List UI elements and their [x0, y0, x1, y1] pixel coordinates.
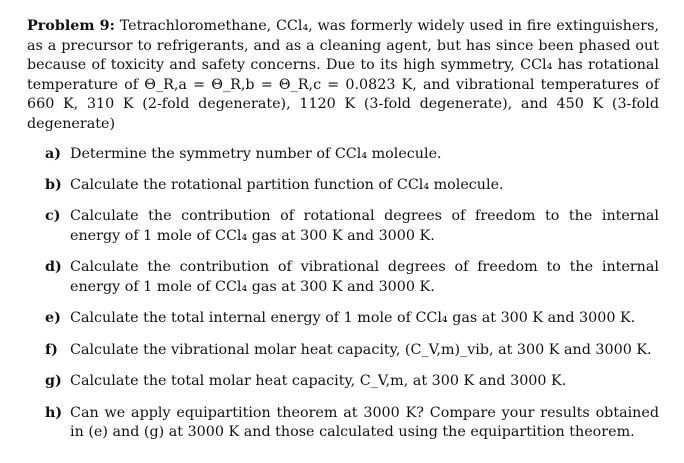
- question-text: Calculate the rotational partition function of CCl₄ molecule.: [70, 176, 504, 193]
- question-text: Calculate the contribution of vibrational degrees of freedom to the internal energy of 1 mole of CCl₄ gas at 300 K and 3000 K.: [70, 259, 659, 295]
- question-label: e): [45, 310, 61, 326]
- question-item-d: [27, 258, 659, 297]
- question-item-g: [27, 372, 659, 392]
- question-text: Calculate the vibrational molar heat capacity, (C_V,m)_vib, at 300 K and 3000 K.: [70, 341, 652, 358]
- question-label: b): [45, 176, 62, 193]
- problem-body: Tetrachloromethane, CCl₄, was formerly widely used in fire extinguishers, as a precursor to refrigerants, and as a cleaning agent, but has since been phased out because of toxicity and safety concerns. Due to its high symmetry, CCl₄ has rotational temperature of Θ_R,a = Θ_R,b = Θ_R,c = 0.0823 K, and vibrational temperatures of 660 K, 310 K (2-fold degenerate), 1120 K (3-fold degenerate), and 450 K (3-fold degenerate): [27, 18, 659, 132]
- question-label: f): [45, 341, 58, 358]
- question-label: d): [45, 259, 62, 275]
- question-text: Calculate the total molar heat capacity, C_V,m, at 300 K and 3000 K.: [70, 373, 567, 389]
- question-label: c): [45, 208, 61, 224]
- question-text: Can we apply equipartition theorem at 3000 K? Compare your results obtained in (e) and (g) at 3000 K and those calculated using the equipartition theorem.: [70, 404, 659, 440]
- question-label: h): [45, 404, 63, 421]
- problem-document: [27, 17, 659, 443]
- problem-title: Problem 9:: [27, 18, 115, 34]
- question-item-c: [27, 207, 659, 246]
- question-text: Calculate the contribution of rotational degrees of freedom to the internal energy of 1 mole of CCl₄ gas at 300 K and 3000 K.: [70, 208, 659, 244]
- problem-statement: [27, 17, 659, 134]
- question-item-h: [27, 404, 659, 443]
- question-list: [27, 145, 659, 443]
- question-text: Calculate the total internal energy of 1 mole of CCl₄ gas at 300 K and 3000 K.: [70, 310, 636, 326]
- question-item-a: [27, 145, 659, 165]
- question-item-e: [27, 309, 659, 329]
- question-label: a): [45, 146, 62, 162]
- question-item-b: [27, 176, 659, 196]
- question-item-f: [27, 341, 659, 361]
- question-label: g): [45, 373, 62, 389]
- question-text: Determine the symmetry number of CCl₄ molecule.: [70, 146, 442, 162]
